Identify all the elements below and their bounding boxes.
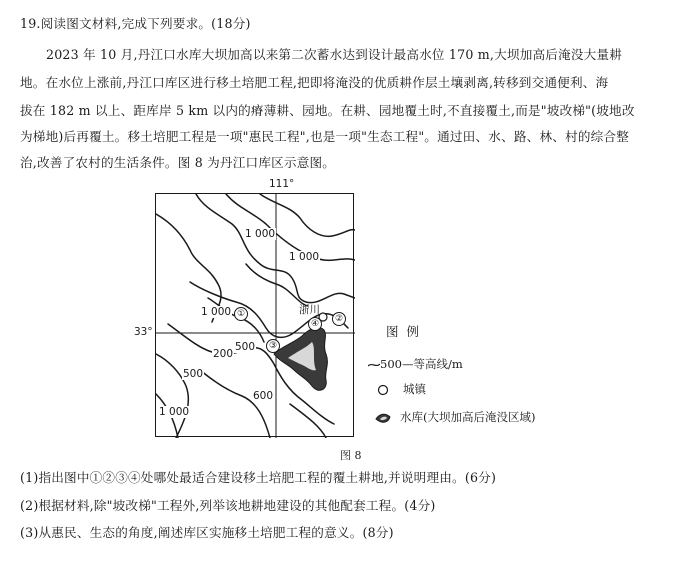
legend-contour-icon: [368, 360, 380, 370]
contour-line: [156, 354, 188, 438]
town-icon: [377, 384, 389, 396]
legend-contour-value: 500: [380, 357, 402, 371]
question-header: 19.阅读图文材料,完成下列要求。(18分): [20, 16, 251, 31]
contour-line: [200, 370, 270, 438]
legend-town: [377, 381, 426, 397]
sub-question-1: (1)指出图中①②③④处哪处最适合建设移土培肥工程的覆土耕地,并说明理由。(6分): [20, 470, 497, 485]
marker-3: ③: [266, 339, 280, 353]
legend-contour: [368, 356, 463, 372]
sub-question-3: (3)从惠民、生态的角度,阐述库区实施移土培肥工程的意义。(8分): [20, 525, 394, 540]
legend-reservoir: [374, 409, 535, 425]
contour-label-200: 200: [213, 348, 234, 360]
paragraph-line-1: 2023 年 10 月,丹江口水库大坝加高以来第二次蓄水达到设计最高水位 170 m,大坝加高后淹没大量耕: [46, 47, 623, 62]
latitude-label: 33°: [134, 326, 153, 338]
legend-contour-label: 等高线/m: [413, 357, 463, 371]
legend-contour-dash: —: [401, 357, 414, 371]
legend-title: 图例: [386, 324, 428, 339]
contour-line: [208, 298, 264, 342]
paragraph-line-5: 治,改善了农村的生活条件。图 8 为丹江口库区示意图。: [20, 155, 336, 170]
contour-label-1000-top: 1 000: [245, 228, 276, 240]
contour-label-1000-bottom: 1 000: [159, 406, 190, 418]
contour-label-1000-left: 1 000: [201, 306, 232, 318]
contour-label-600: 600: [253, 390, 274, 402]
marker-1: ①: [234, 307, 248, 321]
longitude-label: 111°: [269, 178, 295, 190]
figure-caption: 图 8: [340, 449, 362, 462]
sub-question-2: (2)根据材料,除"坡改梯"工程外,列举该地耕地建设的其他配套工程。(4分): [20, 498, 436, 513]
contour-line: [290, 404, 326, 438]
reservoir-icon: [374, 411, 392, 425]
contour-label-1000-right: 1 000: [289, 251, 320, 263]
contour-label-500-center: 500: [235, 341, 256, 353]
legend-reservoir-label: 水库(大坝加高后淹没区域): [400, 410, 536, 424]
reservoir-map: [155, 193, 354, 437]
marker-2: ②: [332, 312, 346, 326]
paragraph-line-2: 地。在水位上涨前,丹江口库区进行移土培肥工程,把即将淹没的优质耕作层土壤剥离,转移到交通便利、海: [20, 75, 609, 90]
marker-4: ④: [308, 317, 322, 331]
legend-town-label: 城镇: [403, 382, 426, 396]
contour-label-500-left: 500: [183, 368, 204, 380]
paragraph-line-3: 拔在 182 m 以上、距库岸 5 km 以内的瘠薄耕、园地。在耕、园地覆土时,不直接覆土,而是"坡改梯"(坡地改: [20, 103, 635, 118]
paragraph-line-4: 为梯地)后再覆土。移土培肥工程是一项"惠民工程",也是一项"生态工程"。通过田、水、路、林、村的综合整: [20, 129, 630, 144]
town-label: 浙川: [299, 304, 320, 316]
